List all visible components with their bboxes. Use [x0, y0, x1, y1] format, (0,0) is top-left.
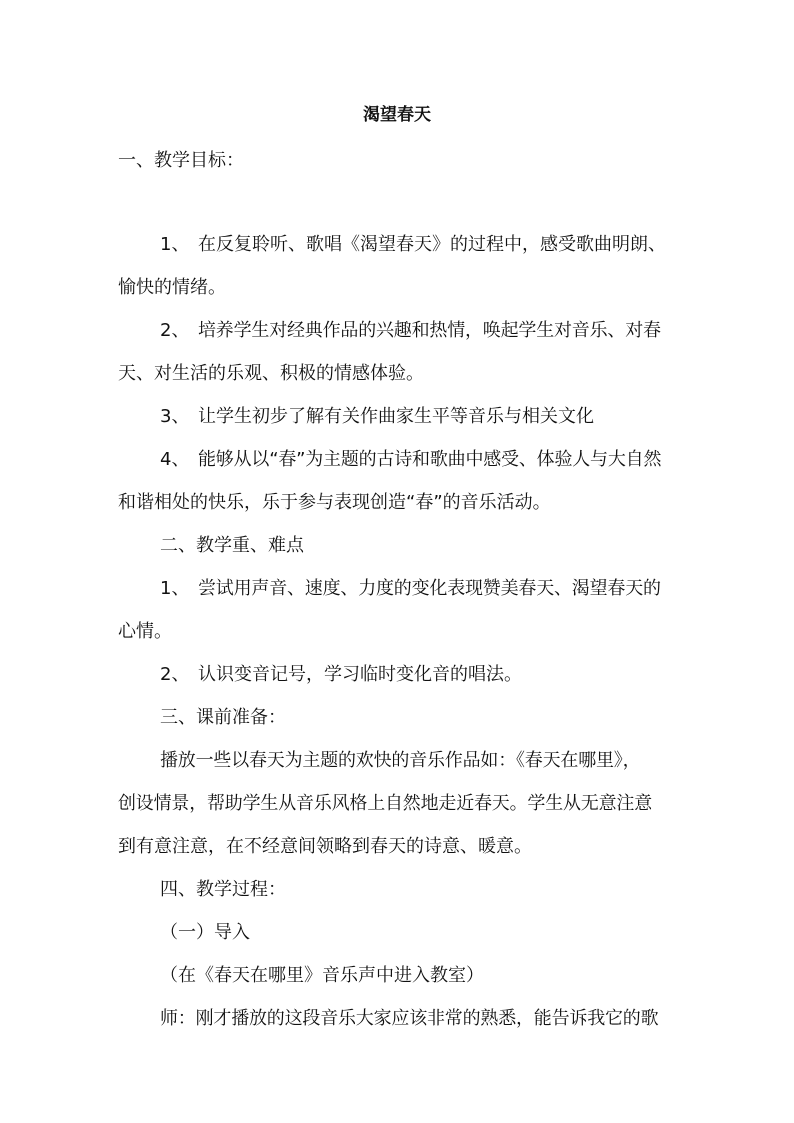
paragraph-line	[118, 490, 678, 516]
item-number: 1、	[160, 578, 190, 599]
objective-item-4	[160, 447, 680, 473]
line-text: 和谐相处的快乐，乐于参与表现创造“春”的音乐活动。	[118, 492, 551, 513]
paragraph-line	[118, 834, 678, 860]
paragraph-line	[118, 361, 678, 387]
line-text: （在《春天在哪里》音乐声中进入教室）	[160, 965, 484, 986]
objective-item-3	[160, 404, 680, 430]
line-text: 能够从以“春”为主题的古诗和歌曲中感受、体验人与大自然	[198, 449, 662, 470]
section-heading-key-points	[160, 533, 680, 559]
line-text: 培养学生对经典作品的兴趣和热情，唤起学生对音乐、对春	[198, 320, 661, 341]
line-text: 创设情景，帮助学生从音乐风格上自然地走近春天。学生从无意注意	[118, 793, 652, 814]
subsection-heading-intro	[160, 920, 680, 946]
item-number: 2、	[160, 320, 190, 341]
key-point-item-1	[160, 576, 680, 602]
line-text: 三、课前准备：	[160, 707, 286, 728]
paragraph-line	[160, 1006, 680, 1032]
section-heading-process	[160, 877, 680, 903]
paragraph-line	[160, 748, 680, 774]
line-text: 在反复聆听、歌唱《渴望春天》的过程中，感受歌曲明朗、	[198, 234, 666, 255]
paragraph-line	[118, 791, 678, 817]
paragraph-line	[118, 619, 678, 645]
line-text: 尝试用声音、速度、力度的变化表现赞美春天、渴望春天的	[198, 578, 661, 599]
paragraph-line	[118, 275, 678, 301]
line-text: 播放一些以春天为主题的欢快的音乐作品如：《春天在哪里》，	[160, 750, 641, 771]
line-text: 愉快的情绪。	[118, 277, 226, 298]
section-heading-preparation	[160, 705, 680, 731]
objective-item-2	[160, 318, 680, 344]
line-text: （一）导入	[160, 922, 250, 943]
key-point-item-2	[160, 662, 680, 688]
document-title: 渴望春天	[363, 105, 431, 125]
line-text: 天、对生活的乐观、积极的情感体验。	[118, 363, 424, 384]
item-number: 4、	[160, 449, 190, 470]
line-text: 师：刚才播放的这段音乐大家应该非常的熟悉，能告诉我它的歌	[160, 1008, 659, 1029]
item-number: 3、	[160, 406, 190, 427]
line-text: 二、教学重、难点	[160, 535, 304, 556]
section-heading-objectives	[118, 148, 678, 174]
line-text: 四、教学过程：	[160, 879, 286, 900]
item-number: 1、	[160, 234, 190, 255]
line-text: 让学生初步了解有关作曲家生平等音乐与相关文化	[198, 406, 594, 427]
paragraph-line	[160, 963, 680, 989]
line-text: 心情。	[118, 621, 172, 642]
line-text: 认识变音记号，学习临时变化音的唱法。	[198, 664, 522, 685]
item-number: 2、	[160, 664, 190, 685]
line-text: 到有意注意，在不经意间领略到春天的诗意、暖意。	[118, 836, 532, 857]
line-text: 一、教学目标：	[118, 150, 244, 171]
objective-item-1	[160, 232, 680, 258]
